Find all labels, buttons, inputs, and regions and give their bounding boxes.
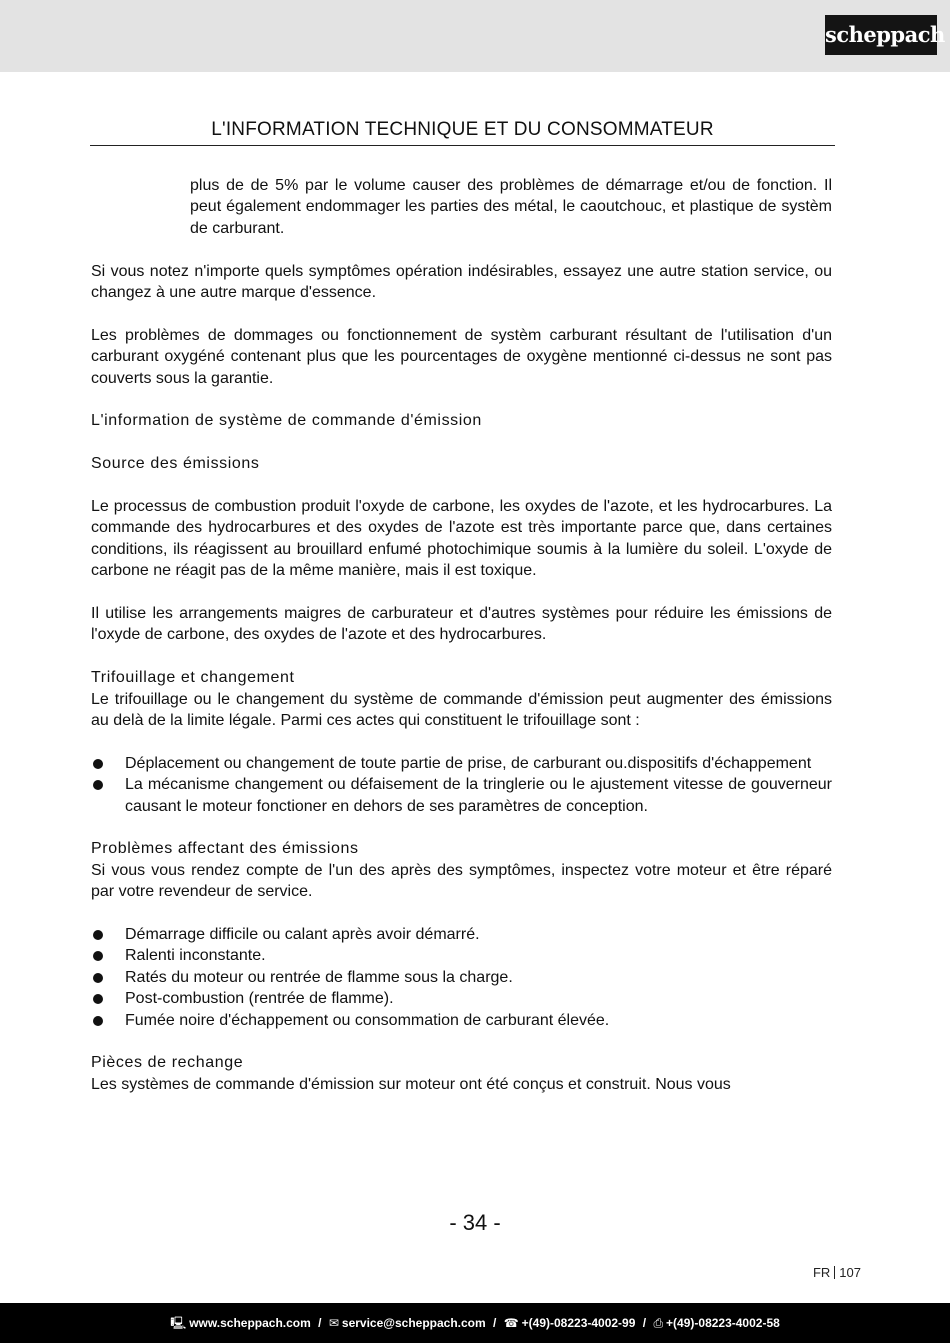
footer-phone: +(49)-08223-4002-99 — [521, 1316, 636, 1330]
document-body — [91, 175, 832, 1095]
manual-page-number: 107 — [839, 1265, 861, 1280]
heading-tampering: Trifouillage et changement — [91, 669, 295, 687]
section-title: L'INFORMATION TECHNIQUE ET DU CONSOMMATEUR — [211, 119, 714, 140]
heading-emission-problems: Problèmes affectant des émissions — [91, 840, 359, 858]
paragraph-inspect-engine: Si vous vous rendez compte de l'un des après des symptômes, inspectez votre moteur et être réparé par votre revendeur de service. — [91, 861, 832, 901]
list-item-text: La mécanisme changement ou défaisement de la tringlerie ou le ajustement vitesse de gouverneur causant le moteur fonctioner en dehors de ses paramètres de conception. — [125, 776, 832, 815]
list-item-text: Démarrage difficile ou calant après avoir démarré. — [125, 926, 480, 944]
paragraph-warranty: Les problèmes de dommages ou fonctionnement de systèm carburant résultant de l'utilisation d'un carburant oxygéné contenant plus que les pourcentages de oxygène mentionné ci-dessus ne sont pas couverts sous la garantie. — [91, 326, 832, 387]
paragraph-symptoms-advice: Si vous notez n'importe quels symptômes opération indésirables, essayez une autre station service, ou changez à une autre marque d'essence. — [91, 262, 832, 302]
list-item — [91, 967, 832, 988]
list-item — [91, 1010, 832, 1031]
divider — [834, 1266, 835, 1279]
list-item-text: Ralenti inconstante. — [125, 947, 266, 965]
list-item — [91, 924, 832, 945]
heading-emission-sources: Source des émissions — [91, 455, 260, 473]
list-item — [91, 945, 832, 966]
paragraph-fuel-damage: plus de de 5% par le volume causer des problèmes de démarrage et/ou de fonction. Il peut également endommager les parties des métal, le caoutchouc, et plastique de systèm de carburant. — [190, 177, 832, 237]
heading-emission-control: L'information de système de commande d'émission — [91, 412, 482, 430]
bullet-icon — [93, 951, 103, 961]
paragraph-lean-carburetor: Il utilise les arrangements maigres de carburateur et d'autres systèmes pour réduire les émissions de l'oxyde de carbone, des oxydes de l'azote et des hydrocarbures. — [91, 605, 832, 644]
bullet-icon — [93, 994, 103, 1004]
computer-icon: 🖳 — [170, 1316, 187, 1330]
paragraph-spare-parts: Les systèmes de commande d'émission sur moteur ont été conçus et construit. Nous vous — [91, 1075, 731, 1093]
paragraph-combustion: Le processus de combustion produit l'oxyde de carbone, les oxydes de l'azote, et les hydrocarbures. La commande des hydrocarbures et des oxydes de l'azote est très importante parce que, dans certaines conditions, ils réagissent au brouillard enfumé photochimique soumis à la lumière du soleil. L'oxyde de carbone ne réagit pas de la même manière, mais il est toxique. — [91, 498, 832, 580]
list-item-text: Fumée noire d'échappement ou consommation de carburant élevée. — [125, 1011, 610, 1029]
list-item — [91, 774, 832, 817]
page-number: - 34 - — [449, 1210, 501, 1235]
footer-email[interactable]: service@scheppach.com — [341, 1316, 486, 1330]
bullet-icon — [93, 973, 103, 983]
paragraph-tampering: Le trifouillage ou le changement du système de commande d'émission peut augmenter des émissions au delà de la limite légale. Parmi ces actes qui constituent le trifouillage sont : — [91, 690, 832, 730]
bullet-icon — [93, 1016, 103, 1026]
footer-contact-bar — [0, 1303, 950, 1343]
footer-separator: / — [318, 1316, 322, 1330]
bullet-icon — [93, 930, 103, 940]
bullet-icon — [93, 759, 103, 769]
list-item-text: Déplacement ou changement de toute partie de prise, de carburant ou.dispositifs d'échappement — [125, 754, 812, 772]
bullet-icon — [93, 780, 103, 790]
mail-icon: ✉ — [328, 1316, 339, 1330]
fax-icon: ⎙ — [653, 1316, 664, 1330]
footer-website[interactable]: www.scheppach.com — [189, 1316, 311, 1330]
footer-separator: / — [493, 1316, 497, 1330]
symptoms-list — [91, 924, 832, 1031]
footer-separator: / — [642, 1316, 647, 1330]
heading-spare-parts: Pièces de rechange — [91, 1054, 244, 1072]
list-item — [91, 753, 832, 774]
list-item-text: Ratés du moteur ou rentrée de flamme sous la charge. — [125, 968, 513, 986]
list-item-text: Post-combustion (rentrée de flamme). — [125, 990, 394, 1008]
scheppach-logo: scheppach — [825, 15, 937, 55]
tampering-list — [91, 753, 832, 817]
title-divider — [90, 145, 835, 146]
language-code: FR — [812, 1265, 831, 1280]
language-page-indicator — [795, 1265, 861, 1280]
phone-icon: ☎ — [503, 1316, 519, 1330]
footer-fax: +(49)-08223-4002-58 — [666, 1316, 780, 1330]
header-band — [0, 0, 950, 72]
list-item — [91, 988, 832, 1009]
